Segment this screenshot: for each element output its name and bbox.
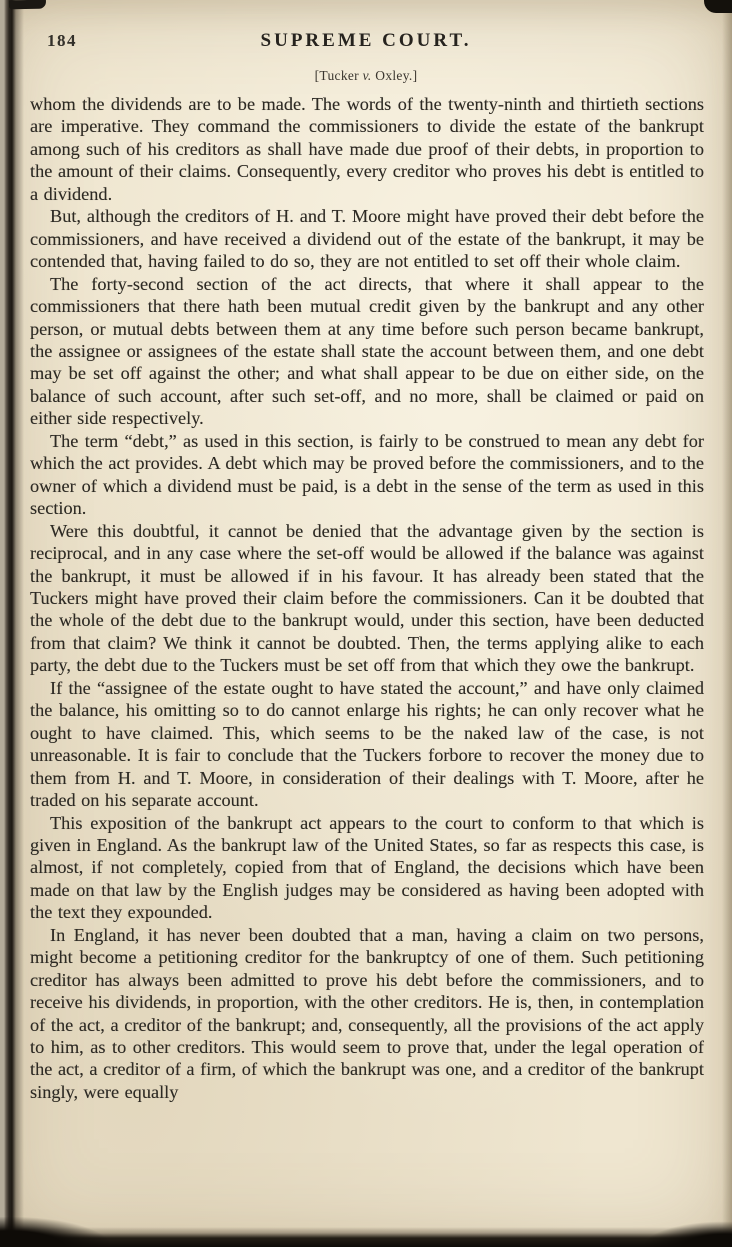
- right-edge-shadow: [722, 0, 732, 1247]
- body-paragraph: Were this doubtful, it cannot be denied that the advantage given by the section is reciprocal, and in any case where the set-off would be allowed if the balance was against the bankrupt, it must be allowed if in his favour. It has already been stated that the Tuckers might have proved their claim before the commissioners. Can it be doubted that the whole of the debt due to the bankrupt would, under this section, have been deducted from that claim? We think it cannot be doubted. Then, the terms applying alike to each party, the debt due to the Tuckers must be set off from that which they owe the bankrupt.: [30, 520, 704, 676]
- body-paragraph: The forty-second section of the act directs, that where it shall appear to the commissioners that there hath been mutual credit given by the bankrupt and any other person, or mutual debts between them at any time before such person became bankrupt, the assignee or assignees of the estate shall state the account between them, and one debt may be set off against the other; and what shall appear to be due on either side, on the balance of such account, after such set-off, and no more, shall be claimed or paid on either side respectively.: [30, 273, 704, 429]
- bottom-left-scan-mark: [0, 1217, 110, 1247]
- body-paragraph: This exposition of the bankrupt act appears to the court to conform to that which is given in England. As the bankrupt law of the United States, so far as respects this case, is almost, if not completely, copied from that of England, the decisions which have been made on that law by the English judges may be considered as having been adopted with the text they expounded.: [30, 812, 704, 923]
- body-paragraph: If the “assignee of the estate ought to have stated the account,” and have only claimed the balance, his omitting so to do cannot enlarge his rights; he can only recover what he ought to have claimed. This, which seems to be the naked law of the case, is not unreasonable. It is fair to conclude that the Tuckers forbore to recover the money due to them from H. and T. Moore, in consideration of their dealings with T. Moore, after he traded on his separate account.: [30, 677, 704, 811]
- case-caption-versus: v.: [362, 68, 372, 83]
- bottom-right-scan-mark: [642, 1221, 732, 1247]
- body-paragraph: whom the dividends are to be made. The words of the twenty-ninth and thirtieth sections are imperative. They command the commissioners to divide the estate of the bankrupt among such of his creditors as shall have made due proof of their debts, in proportion to the amount of their claims. Consequently, every creditor who proves his debt is entitled to a dividend.: [30, 94, 704, 204]
- body-paragraph: But, although the creditors of H. and T. Moore might have proved their debt before the commissioners, and have received a dividend out of the estate of the bankrupt, it may be contended that, having failed to do so, they are not entitled to set off their whole claim.: [30, 206, 704, 272]
- opinion-text: [30, 93, 704, 1103]
- case-caption-right: Oxley.]: [371, 68, 418, 83]
- top-right-scan-mark: [704, 0, 732, 13]
- case-caption: [0, 68, 732, 84]
- case-caption-left: [Tucker: [314, 68, 363, 83]
- running-header: SUPREME COURT.: [260, 30, 472, 51]
- body-paragraph: The term “debt,” as used in this section, is fairly to be construed to mean any debt for which the act provides. A debt which may be proved before the commissioners, and to the owner of which a dividend must be paid, is a debt in the sense of the term as used in this section.: [30, 430, 704, 519]
- binding-shadow: [0, 0, 24, 1247]
- page-header: [0, 30, 732, 52]
- body-paragraph: In England, it has never been doubted that a man, having a claim on two persons, might become a petitioning creditor for the bankruptcy of one of them. Such petitioning creditor has always been admitted to prove his debt before the commissioners, and to receive his dividends, in proportion, with the other creditors. He is, then, in contemplation of the act, a creditor of the bankrupt; and, consequently, all the provisions of the act apply to him, as to other creditors. This would seem to prove that, under the legal operation of the act, a creditor of a firm, of which the bankrupt was one, and a creditor of the bankrupt singly, were equally: [30, 924, 704, 1102]
- top-left-scan-mark: [9, 0, 46, 9]
- page-number: 184: [47, 31, 77, 50]
